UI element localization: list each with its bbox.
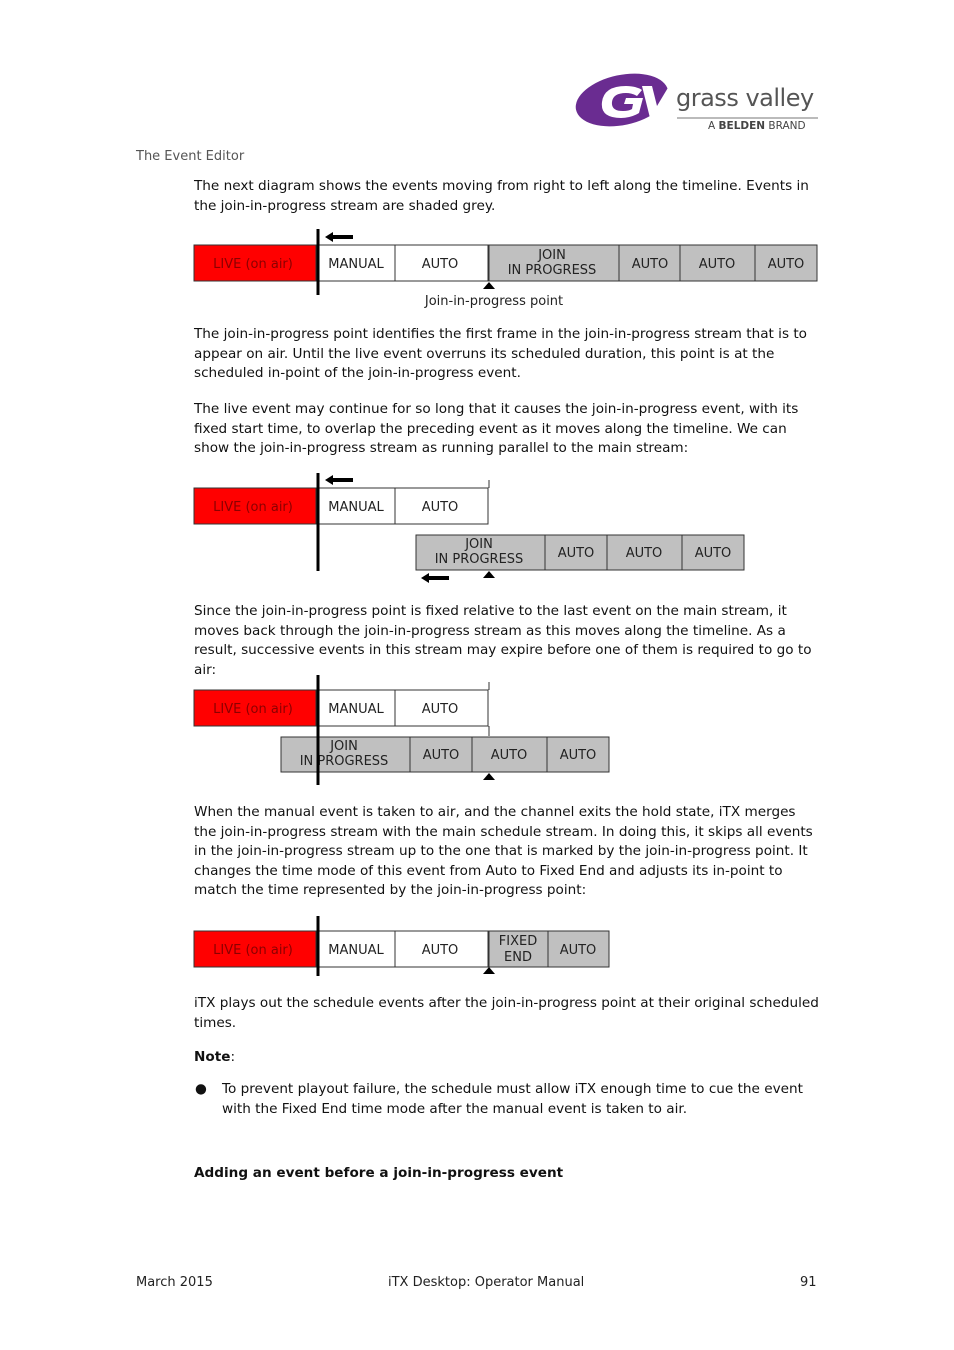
join-label-2: IN PROGRESS (507, 263, 597, 278)
diagram-3 (194, 675, 609, 785)
auto-label: AUTO (421, 702, 459, 717)
auto-label: AUTO (421, 257, 459, 272)
section-header: The Event Editor (136, 149, 245, 164)
paragraph-2: The join-in-progress point identifies the first frame in the join-in-progress stream that is to appear on air. Until the live event overruns its scheduled duration, this point is at the scheduled in-point of the join-in-progress event. (194, 326, 807, 382)
manual-label: MANUAL (328, 943, 384, 958)
auto-label: AUTO (694, 546, 732, 561)
auto-label: AUTO (698, 257, 736, 272)
auto-label: AUTO (767, 257, 805, 272)
auto-label: AUTO (631, 257, 669, 272)
manual-label: MANUAL (328, 500, 384, 515)
subheading: Adding an event before a join-in-progress event (194, 1165, 564, 1181)
note-label: Note: (194, 1049, 236, 1065)
join-label-2: IN PROGRESS (299, 754, 389, 769)
auto-label: AUTO (557, 546, 595, 561)
diagram-2 (194, 473, 744, 583)
live-label: LIVE (on air) (213, 943, 293, 958)
auto-label: AUTO (625, 546, 663, 561)
auto-label: AUTO (559, 943, 597, 958)
paragraph-4: Since the join-in-progress point is fixed relative to the last event on the main stream, it moves back through the join-in-progress stream as this moves along the timeline. As a result, successive events in this stream may expire before one of them is required to go to air: (194, 603, 812, 678)
fixed-label-1: FIXED (498, 934, 538, 949)
left-arrow-icon (325, 232, 353, 242)
left-arrow-icon (421, 573, 449, 583)
live-label: LIVE (on air) (213, 500, 293, 515)
logo-brand-line: A BELDEN BRAND (708, 120, 806, 132)
live-label: LIVE (on air) (213, 257, 293, 272)
join-label-1: JOIN (330, 739, 358, 754)
auto-label: AUTO (421, 943, 459, 958)
left-arrow-icon (325, 475, 353, 485)
manual-label: MANUAL (328, 257, 384, 272)
live-label: LIVE (on air) (213, 702, 293, 717)
jip-point-label: Join-in-progress point (424, 294, 564, 309)
manual-label: MANUAL (328, 702, 384, 717)
auto-label: AUTO (559, 748, 597, 763)
auto-label: AUTO (490, 748, 528, 763)
note-bullet: To prevent playout failure, the schedule must allow iTX enough time to cue the event with the Fixed End time mode after the manual event is taken to air. (222, 1081, 803, 1117)
join-point-marker-icon (483, 773, 495, 780)
paragraph-3: The live event may continue for so long that it causes the join-in-progress event, with its fixed start time, to overlap the preceding event as it moves along the timeline. We can show the join-in-progress stream as running parallel to the main stream: (194, 401, 799, 457)
auto-label: AUTO (421, 500, 459, 515)
join-point-marker-icon (483, 282, 495, 289)
logo-wordmark: grass valley (676, 84, 814, 112)
join-label-1: JOIN (538, 248, 566, 263)
page-number: 91 (800, 1275, 817, 1290)
join-label-1: JOIN (465, 537, 493, 552)
paragraph-5: When the manual event is taken to air, and the channel exits the hold state, iTX merges the join-in-progress stream with the main schedule stream. In doing this, it skips all events in the join-in-progress stream up to the one that is marked by the join-in-progress point. It changes the time mode of this event from Auto to Fixed End and adjusts its in-point to match the time represented by the join-in-progress point: (194, 804, 813, 899)
auto-label: AUTO (422, 748, 460, 763)
diagram-4 (194, 916, 609, 976)
fixed-label-2: END (504, 950, 532, 965)
diagram-1 (194, 229, 817, 309)
footer-date: March 2015 (136, 1275, 213, 1290)
join-point-marker-icon (483, 571, 495, 578)
paragraph-1: The next diagram shows the events moving from right to left along the timeline. Events in the join-in-progress stream are shaded grey. (194, 178, 809, 214)
bullet-icon: ● (195, 1081, 207, 1097)
join-point-marker-icon (483, 967, 495, 974)
paragraph-6: iTX plays out the schedule events after the join-in-progress point at their original scheduled times. (194, 995, 819, 1031)
join-label-2: IN PROGRESS (434, 552, 524, 567)
footer-title: iTX Desktop: Operator Manual (388, 1275, 585, 1290)
